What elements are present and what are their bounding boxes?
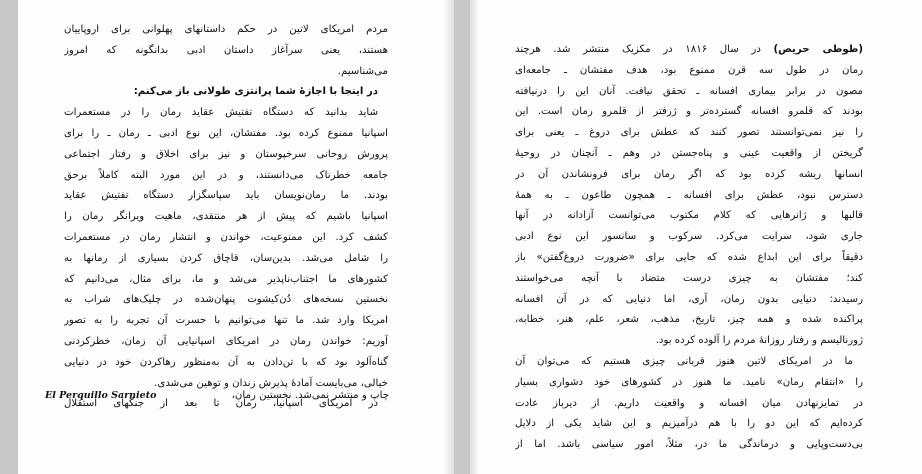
text-line: ژورنالیسم و رفتار روزانهٔ مردم را آلوده کرده بود. — [655, 335, 863, 347]
text-line: را شامل می‌شد. بدین‌سان، قاچاق کردن بسیاری از رمانها به — [64, 252, 388, 264]
text-line: در اینجا با اجازهٔ شما پرانتزی طولانی باز می‌کنم: — [133, 86, 378, 98]
text-line: جاری شود، سرایت می‌کرد. سرکوب و سانسور این نوع ادبی — [515, 231, 863, 243]
text-line: مردم امریکای لاتین در حکم داستانهای پهلوانی برای اروپاییان — [64, 24, 388, 35]
gutter-shadow — [470, 0, 480, 474]
text-line: خیالی، می‌بایست آمادهٔ پذیرش زندان و توهین می‌شدی. — [154, 377, 388, 389]
text-line: مصون در برابر بیماری افسانه ـ تحقق نیافت. آنان این را درنیافته — [515, 85, 863, 97]
text-line: را نیز نمی‌توانستند تصور کنند که عطش برای دروغ ـ یعنی برای — [515, 127, 863, 139]
text-line: ما در امریکای لاتین هنوز قربانی چیزی هستیم که می‌توان آن — [515, 355, 853, 367]
left-book-page — [18, 0, 454, 474]
text-line: گریختن از واقعیت عینی و پناه‌جستن در وهم ـ آنچنان در روحیهٔ — [515, 147, 863, 159]
text-line: نخستین نسخه‌های دُن‌کیشوت پنهان‌شده در چلیک‌های شراب به — [64, 294, 388, 306]
text-line: را «انتقام رمان» نامید. ما هنوز در کشورهای خود دشواری بسیار — [515, 376, 863, 388]
text-line: بودند که قلمرو افسانه گسترده‌تر و ژرفتر از قلمرو رمان است. این — [515, 106, 863, 118]
text-line: جامعه خطرناک می‌دانستند، و در این مورد البته کاملاً برحق — [64, 169, 388, 181]
left-page-text — [64, 20, 388, 415]
footer-text: چاپ و منتشر نمی‌شد. نخستین رمان، — [231, 390, 389, 401]
text-line: بی‌دست‌وپایی و درماندگی ما در، مثلاً، امور سیاسی باشد. اما از — [515, 439, 863, 451]
text-line: اسپانیا باشیم که پیش از هر منتقدی، ماهیت ویرانگر رمان را — [64, 211, 388, 223]
text-line: کند؛ مفتشان به چیزی درست متضاد با آنچه می‌خواستند — [515, 272, 863, 284]
text-line: بودند. ما رمان‌نویسان باید سپاسگزار دستگاه تفتیش عقاید — [64, 190, 388, 202]
text-line: در امریکای اسپانیا، رمان تا بعد از جنگهای استقلال — [64, 398, 378, 410]
book-title-bold: (طوطی حریص) — [773, 44, 863, 55]
text-line-rest: در سال ۱۸۱۶ در مکزیک منتشر شد. هرچند — [515, 44, 774, 55]
text-line: قالبها و ژانرهایی که کلام مکتوب می‌توانست آزادانه در آنها — [515, 210, 863, 222]
text-line: کشورهای ما اجتناب‌ناپذیر می‌شد و ما، برای مثال، می‌دانیم که — [64, 273, 388, 285]
text-line: پرورش روحانی سرخپوستان و نیز برای اخلاق و رفتار اجتماعی — [64, 148, 388, 160]
text-line: هستند، یعنی سرآغاز داستان ادبی بدانگونه که امروز — [64, 44, 388, 56]
left-page-last-line — [45, 386, 389, 407]
gutter-shadow — [444, 0, 454, 474]
text-line: گناه‌آلود بود که با تن‌دادن به آن به‌منظور رهاکردن خود در دنیایی — [64, 356, 388, 368]
text-line: اسپانیا ممنوع کرده بود. مفتشان، این نوع ادبی ـ رمان ـ را برای — [64, 127, 388, 139]
text-line — [515, 40, 863, 61]
latin-book-title: El Perquillo Sarnieto — [45, 390, 157, 401]
text-line: دقیقاً برای این ابداع شده که جایی برای «ضرورت دروغ‌گفتن» باز — [515, 251, 863, 263]
text-line: در تمایزنهادن میان افسانه و واقعیت داریم. از دیرباز عادت — [515, 397, 863, 409]
text-line: کشف کرد. این ممنوعیت، خواندن و انتشار رمان در مستعمرات — [64, 231, 388, 243]
text-line: دسترس نبود، عطش برای افسانه ـ همچون طاعون ـ به همهٔ — [515, 189, 863, 201]
text-line: آوریم: خواندن رمان در امریکای اسپانیایی آن زمان، خطرکردنی — [64, 335, 388, 347]
text-line: کرده‌ایم که این دو را با هم درآمیزیم و این شاید یکی از دلایل — [515, 418, 863, 430]
text-line: شاید بدانید که دستگاه تفتیش عقاید رمان را در مستعمرات — [64, 107, 378, 119]
text-line: پراکنده شده و همه چیز، تاریخ، مذهب، شعر، علم، هنر، خطابه، — [515, 314, 863, 326]
right-page-text — [515, 40, 863, 456]
text-line: می‌شناسیم. — [337, 65, 388, 77]
text-line: امریکا وارد شد. ما تنها می‌توانیم با حسرت آن تجربه را به تصور — [64, 315, 388, 327]
text-line: رسیدند: دنیایی بدون رمان، آری، اما دنیایی که در آن افسانه — [515, 293, 863, 305]
text-line: رمان در طول سه قرن ممنوع بود، هدف مفتشان ـ جامعه‌ای — [515, 64, 863, 76]
text-line: انسانها ریشه کرده بود که اگر رمان برای فرونشاندن آن در — [515, 168, 863, 180]
right-book-page — [470, 0, 922, 474]
